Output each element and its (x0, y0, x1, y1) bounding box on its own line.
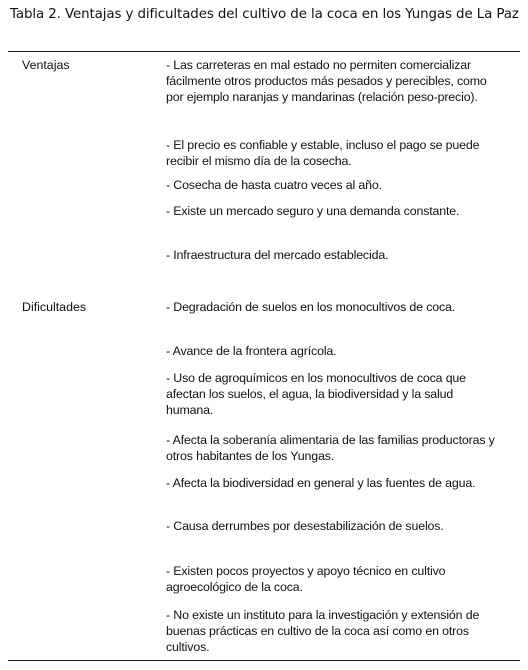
ventaja-item: - Cosecha de hasta cuatro veces al año. (166, 178, 382, 192)
ventaja-item: - Infraestructura del mercado establecida. (166, 248, 389, 262)
ventaja-item: - Las carreteras en mal estado no permiten comercializar fácilmente otros productos más pesados y perecibles, como por ejemplo naranjas y mandarinas (relación peso-precio). (166, 58, 487, 104)
dificultad-item: - Existen pocos proyectos y apoyo técnico en cultivo agroecológico de la coca. (166, 564, 446, 594)
ventaja-item: - Existe un mercado seguro y una demanda constante. (166, 204, 460, 218)
row-label-dificultades: Dificultades (22, 300, 87, 314)
dificultad-item: - No existe un instituto para la investigación y extensión de buenas prácticas en cultivo de la coca así como en otros cultivos. (166, 608, 480, 654)
dificultad-item: - Degradación de suelos en los monocultivos de coca. (166, 300, 456, 314)
dificultad-item: - Causa derrumbes por desestabilización de suelos. (166, 519, 444, 533)
table-bottom-rule (8, 660, 520, 661)
dificultad-item: - Afecta la soberanía alimentaria de las familias productoras y otros habitantes de los Yungas. (166, 433, 495, 463)
dificultad-item: - Avance de la frontera agrícola. (166, 344, 337, 358)
dificultad-item: - Afecta la biodiversidad en general y las fuentes de agua. (166, 476, 476, 490)
ventaja-item: - El precio es confiable y estable, incluso el pago se puede recibir el mismo día de la cosecha. (166, 138, 480, 168)
dificultad-item: - Uso de agroquímicos en los monocultivos de coca que afectan los suelos, el agua, la biodiversidad y la salud humana. (166, 371, 466, 417)
table-top-rule (8, 51, 520, 52)
row-label-ventajas: Ventajas (22, 58, 70, 72)
table-caption: Tabla 2. Ventajas y dificultades del cultivo de la coca en los Yungas de La Paz (10, 7, 519, 22)
